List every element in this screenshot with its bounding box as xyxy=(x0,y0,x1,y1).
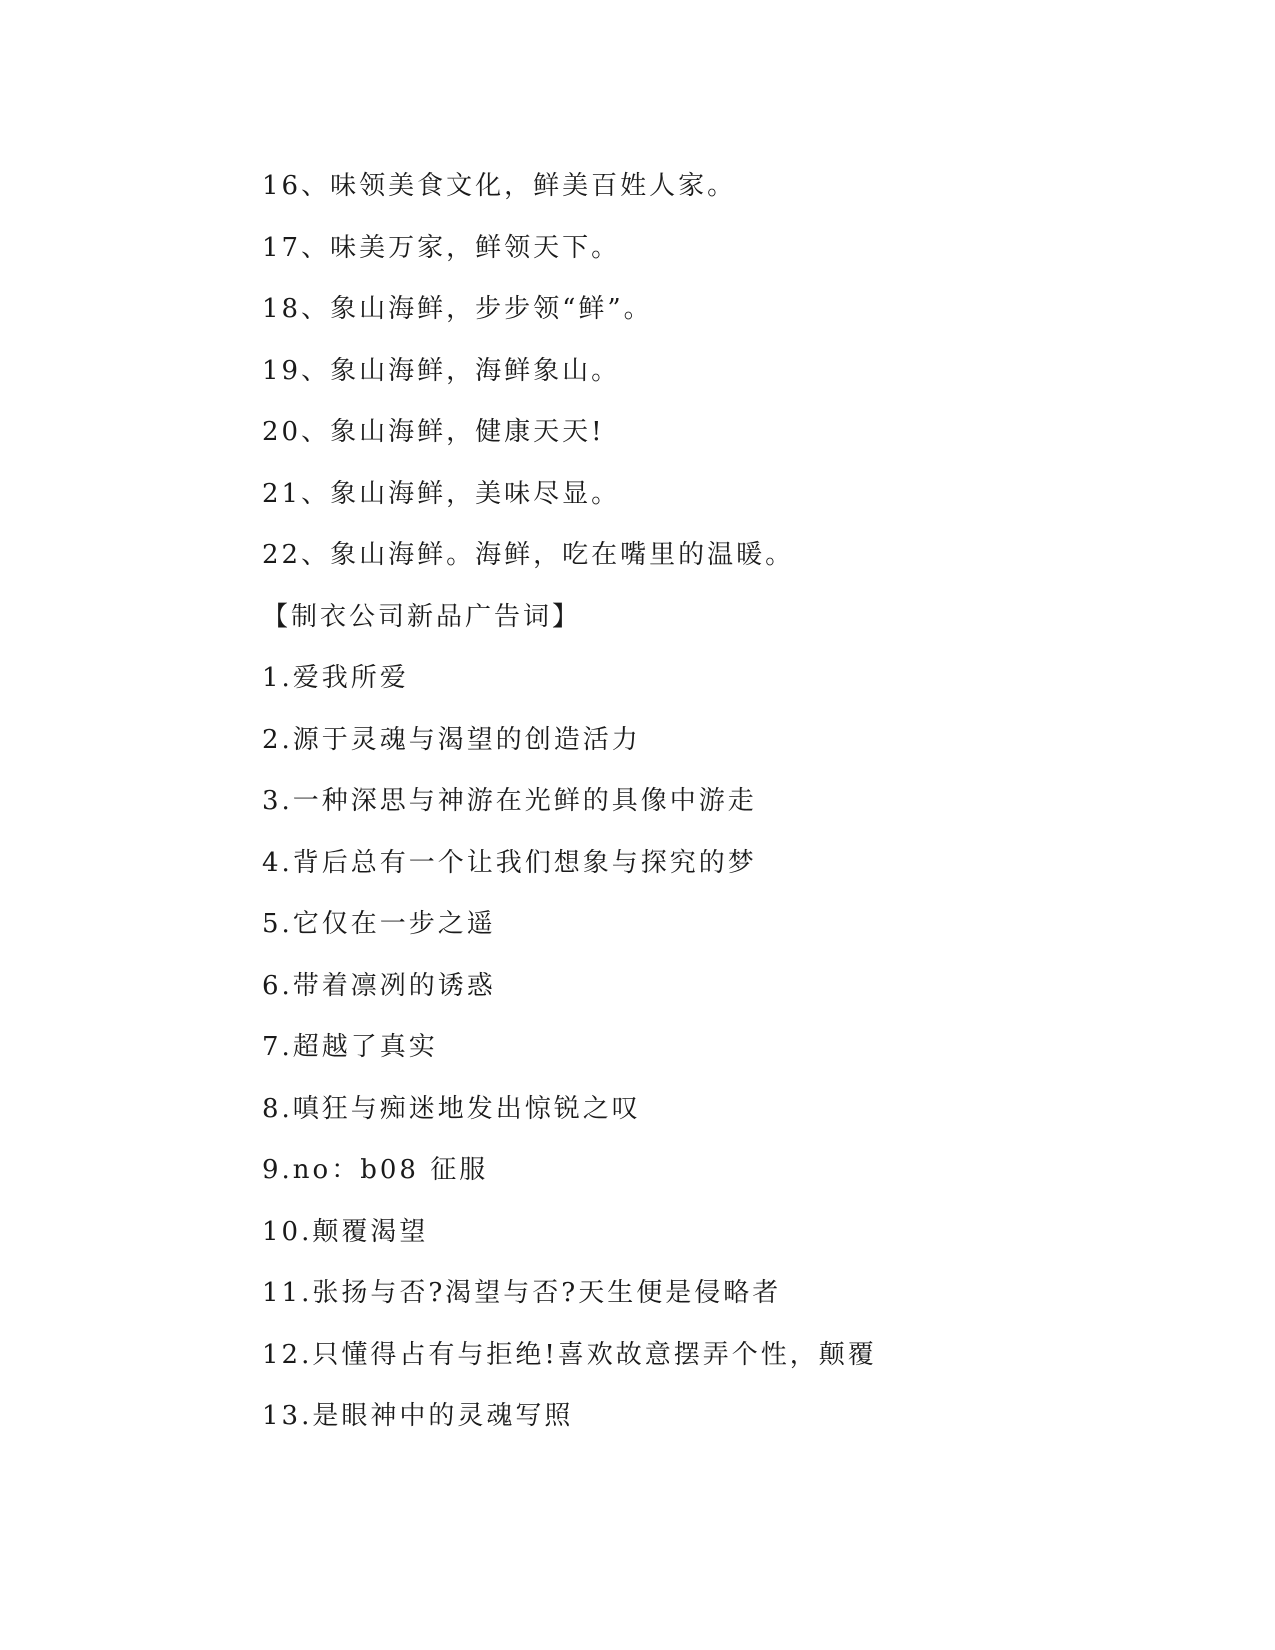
text-line: 19、象山海鲜，海鲜象山。 xyxy=(262,355,621,386)
text-line: 5.它仅在一步之遥 xyxy=(262,909,496,939)
text-line: 12.只懂得占有与拒绝!喜欢故意摆弄个性，颠覆 xyxy=(262,1339,877,1370)
text-line: 10.颠覆渴望 xyxy=(262,1216,429,1247)
text-lines xyxy=(262,166,1162,1458)
text-line: 18、象山海鲜，步步领“鲜”。 xyxy=(262,294,653,324)
text-line: 20、象山海鲜，健康天天! xyxy=(262,417,605,447)
text-line: 2.源于灵魂与渴望的创造活力 xyxy=(262,724,641,755)
text-line: 21、象山海鲜，美味尽显。 xyxy=(262,478,621,509)
text-line: 7.超越了真实 xyxy=(262,1032,438,1062)
text-line: 22、象山海鲜。海鲜，吃在嘴里的温暖。 xyxy=(262,540,795,570)
text-line: 9.no：b08 征服 xyxy=(262,1155,489,1185)
text-line: 4.背后总有一个让我们想象与探究的梦 xyxy=(262,847,757,878)
text-line: 8.嗔狂与痴迷地发出惊锐之叹 xyxy=(262,1093,641,1124)
text-line: 11.张扬与否?渴望与否?天生便是侵略者 xyxy=(262,1278,782,1308)
section-heading: 【制衣公司新品广告词】 xyxy=(262,601,582,632)
text-line: 3.一种深思与神游在光鲜的具像中游走 xyxy=(262,786,757,816)
text-line: 13.是眼神中的灵魂写照 xyxy=(262,1401,574,1431)
text-line: 17、味美万家，鲜领天下。 xyxy=(262,232,621,263)
text-line: 1.爱我所爱 xyxy=(262,663,409,693)
text-line: 16、味领美食文化，鲜美百姓人家。 xyxy=(262,171,737,201)
text-line: 6.带着凛冽的诱惑 xyxy=(262,970,496,1001)
